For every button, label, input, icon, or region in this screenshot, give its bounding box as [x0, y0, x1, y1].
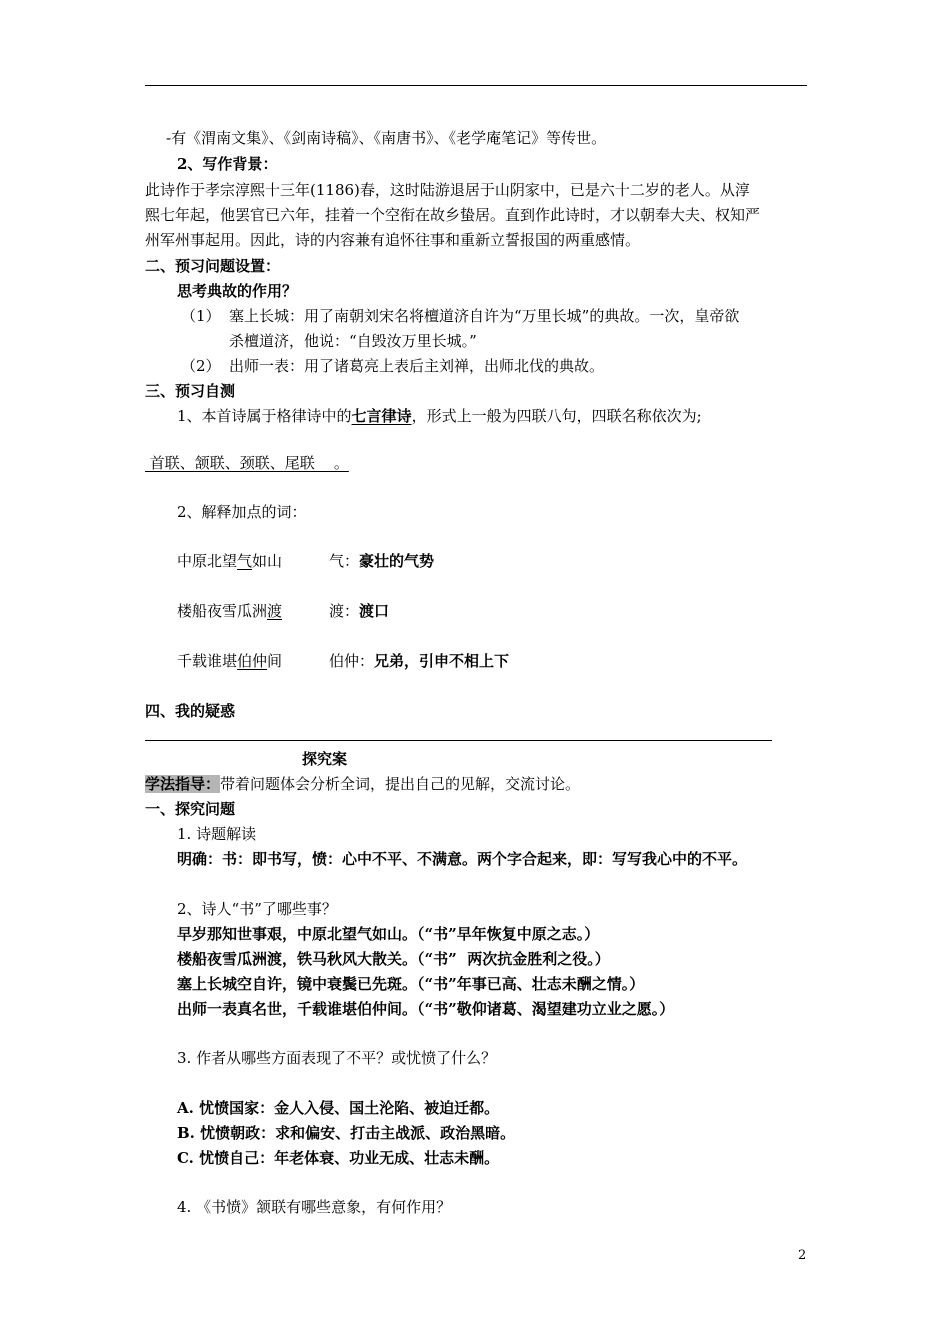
word-1-phrase: 中原北望气如山 [177, 552, 283, 570]
section-4-heading: 四、我的疑惑 [145, 702, 236, 720]
word-3-dotted: 伯仲 [237, 652, 268, 670]
background-paragraph-3: 州军州事起用。因此，诗的内容兼有追怀往事和重新立誓报国的两重感情。 [145, 231, 641, 249]
explore-question-3: 3. 作者从哪些方面表现了不平？或忧愤了什么？ [177, 1049, 497, 1067]
doubt-answer-rule [145, 740, 772, 741]
background-paragraph-1: 此诗作于孝宗淳熙十三年(1186)春，这时陆游退居于山阴家中，已是六十二岁的老人。从淳 [145, 181, 750, 199]
test-2: 2、解释加点的词： [177, 503, 307, 521]
allusion-question: 思考典故的作用？ [177, 282, 298, 300]
test-1-answer: 七言律诗 [351, 407, 412, 425]
top-rule [145, 85, 807, 86]
explore-answer-2-line-2: 楼船夜雪瓜洲渡，铁马秋风大散关。（“书” 两次抗金胜利之役。） [177, 950, 610, 968]
section-3-heading: 三、预习自测 [145, 382, 236, 400]
test-1-prefix: 1、本首诗属于格律诗中的 [177, 407, 352, 425]
explore-answer-2-line-3: 塞上长城空自许，镜中衰鬓已先斑。（“书”年事已高、壮志未酬之情。） [177, 975, 645, 993]
explore-question-4: 4. 《书愤》颔联有哪些意象，有何作用？ [177, 1198, 452, 1216]
test-1-blank-answer: 首联、颔联、颈联、尾联 。 [145, 454, 349, 472]
method-guide-label: 学法指导： [145, 775, 221, 793]
explore-section-1-heading: 一、探究问题 [145, 800, 236, 818]
background-heading: 2、写作背景： [177, 155, 278, 173]
section-2-heading: 二、预习问题设置： [145, 257, 281, 275]
explore-answer-3-a: A. 忧愤国家：金人入侵、国土沦陷、被迫迁都。 [177, 1099, 500, 1117]
explore-answer-2-line-4: 出师一表真名世，千载谁堪伯仲间。（“书”敬仰诸葛、渴望建功立业之愿。） [177, 1000, 675, 1018]
allusion-2-line: 出师一表：用了诸葛亮上表后主刘禅，出师北伐的典故。 [229, 357, 605, 375]
word-2-explanation: 渡：渡口 [329, 602, 390, 620]
test-1-suffix: ，形式上一般为四联八句，四联名称依次为; [411, 407, 702, 425]
explore-answer-3-c: C. 忧愤自己：年老体衰、功业无成、壮志未酬。 [177, 1149, 500, 1167]
explore-answer-2-line-1: 早岁那知世事艰，中原北望气如山。（“书”早年恢复中原之志。） [177, 925, 600, 943]
allusion-1-number: （1） [181, 307, 221, 325]
explore-answer-3-b: B. 忧愤朝政：求和偏安、打击主战派、政治黑暗。 [177, 1124, 516, 1142]
allusion-2-number: （2） [181, 357, 221, 375]
explore-question-2: 2、诗人“书”了哪些事？ [177, 900, 337, 918]
page-number: 2 [798, 1248, 807, 1263]
word-2-phrase: 楼船夜雪瓜洲渡 [177, 602, 283, 620]
test-1 [177, 406, 702, 426]
explore-answer-1: 明确：书：即书写，愤：心中不平、不满意。两个字合起来，即：写写我心中的不平。 [177, 850, 748, 868]
allusion-1-line-1: 塞上长城：用了南朝刘宋名将檀道济自许为“万里长城”的典故。一次，皇帝欲 [229, 307, 740, 325]
allusion-1-line-2: 杀檀道济，他说：“自毁汝万里长城。” [229, 332, 477, 350]
word-2-dotted: 渡 [267, 602, 283, 620]
word-3-explanation: 伯仲：兄弟，引申不相上下 [329, 652, 510, 670]
explore-title: 探究案 [302, 750, 348, 768]
background-paragraph-2: 熙七年起，他罢官已六年，挂着一个空衔在故乡蛰居。直到作此诗时，才以朝奉大夫、权知严 [145, 206, 761, 224]
method-guide [145, 774, 580, 794]
word-3-phrase: 千载谁堪伯仲间 [177, 652, 283, 670]
explore-question-1: 1. 诗题解读 [177, 825, 257, 843]
word-1-explanation: 气：豪壮的气势 [329, 552, 435, 570]
method-guide-text: 带着问题体会分析全词，提出自己的见解，交流讨论。 [220, 775, 581, 793]
word-1-dotted: 气 [237, 552, 253, 570]
works-line: -有《渭南文集》、《剑南诗稿》、《南唐书》、《老学庵笔记》等传世。 [166, 129, 607, 147]
